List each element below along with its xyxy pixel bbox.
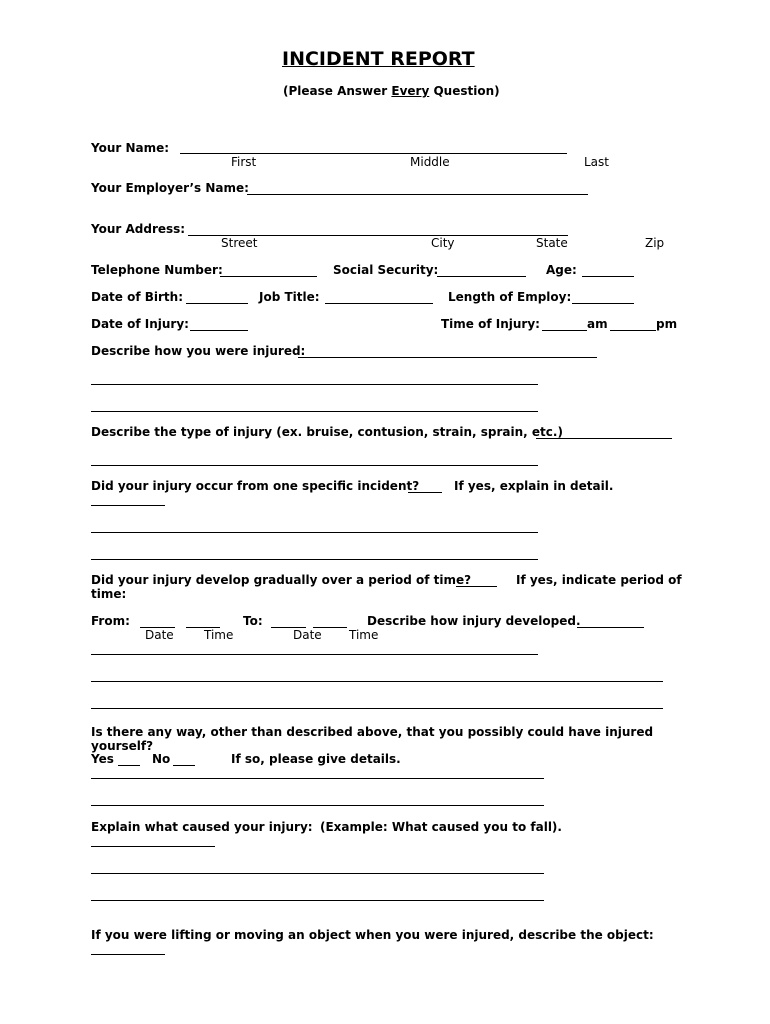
address-zip-caption: Zip [645, 236, 665, 250]
time-injury-label: Time of Injury: [441, 317, 540, 331]
describe-how-field[interactable] [298, 357, 597, 358]
specific-detail-line-1[interactable] [91, 532, 538, 533]
gradual-answer-field[interactable] [456, 586, 497, 587]
name-label: Your Name: [91, 141, 170, 155]
subtitle-before: (Please Answer [283, 84, 392, 98]
developed-line-1[interactable] [91, 654, 538, 655]
other-way-no-label: No [152, 752, 171, 766]
date-injury-label: Date of Injury: [91, 317, 189, 331]
name-first-caption: First [231, 155, 257, 169]
gradual-question-cont: time: [91, 587, 127, 601]
other-way-yes-label: Yes [91, 752, 114, 766]
other-way-details: If so, please give details. [231, 752, 401, 766]
describe-how-label: Describe how you were injured: [91, 344, 306, 358]
date-injury-field[interactable] [190, 330, 248, 331]
describe-type-field[interactable] [536, 438, 672, 439]
explain-cause-example: (Example: What caused you to fall). [320, 820, 562, 834]
explain-cause-field[interactable] [91, 846, 215, 847]
describe-how-line-2[interactable] [91, 411, 538, 412]
address-label: Your Address: [91, 222, 186, 236]
specific-detail-line-2[interactable] [91, 559, 538, 560]
from-time-caption: Time [204, 628, 234, 642]
explain-cause-line-1[interactable] [91, 873, 544, 874]
lifting-field[interactable] [91, 954, 165, 955]
length-employ-label: Length of Employ: [448, 290, 572, 304]
lifting-label: If you were lifting or moving an object when you were injured, describe the object: [91, 928, 654, 942]
other-way-no-field[interactable] [173, 765, 195, 766]
gradual-question: Did your injury develop gradually over a period of time? [91, 573, 472, 587]
specific-answer-field[interactable] [408, 492, 442, 493]
describe-how-line-1[interactable] [91, 384, 538, 385]
other-way-question-cont: yourself? [91, 739, 154, 753]
name-last-caption: Last [584, 155, 609, 169]
age-label: Age: [546, 263, 577, 277]
specific-question: Did your injury occur from one specific incident? [91, 479, 420, 493]
ssn-field[interactable] [437, 276, 526, 277]
name-field[interactable] [180, 153, 567, 154]
to-date-caption: Date [293, 628, 322, 642]
length-employ-field[interactable] [572, 303, 634, 304]
to-time-caption: Time [349, 628, 379, 642]
dob-field[interactable] [186, 303, 248, 304]
other-way-yes-field[interactable] [118, 765, 140, 766]
time-injury-pm-field[interactable] [610, 330, 656, 331]
telephone-label: Telephone Number: [91, 263, 223, 277]
page-title: INCIDENT REPORT [282, 48, 475, 70]
describe-developed-label: Describe how injury developed. [367, 614, 581, 628]
developed-line-3[interactable] [91, 708, 663, 709]
time-injury-am: am [587, 317, 608, 331]
time-injury-am-field[interactable] [542, 330, 587, 331]
address-state-caption: State [536, 236, 568, 250]
other-way-line-1[interactable] [91, 778, 544, 779]
subtitle-after: Question) [429, 84, 500, 98]
to-label: To: [243, 614, 263, 628]
specific-detail-field[interactable] [91, 505, 165, 506]
describe-developed-field[interactable] [577, 627, 644, 628]
describe-type-line-1[interactable] [91, 465, 538, 466]
subtitle-emphasis: Every [391, 84, 430, 98]
job-title-label: Job Title: [259, 290, 320, 304]
from-date-caption: Date [145, 628, 174, 642]
subtitle [283, 84, 500, 98]
time-injury-pm: pm [656, 317, 678, 331]
dob-label: Date of Birth: [91, 290, 184, 304]
address-city-caption: City [431, 236, 455, 250]
job-title-field[interactable] [325, 303, 433, 304]
telephone-field[interactable] [220, 276, 317, 277]
specific-followup: If yes, explain in detail. [454, 479, 614, 493]
describe-type-label: Describe the type of injury (ex. bruise, contusion, strain, sprain, etc.) [91, 425, 563, 439]
ssn-label: Social Security: [333, 263, 439, 277]
explain-cause-label: Explain what caused your injury: [91, 820, 313, 834]
other-way-question: Is there any way, other than described above, that you possibly could have injured [91, 725, 654, 739]
name-middle-caption: Middle [410, 155, 450, 169]
developed-line-2[interactable] [91, 681, 663, 682]
address-street-caption: Street [221, 236, 258, 250]
explain-cause-line-2[interactable] [91, 900, 544, 901]
gradual-followup: If yes, indicate period of [516, 573, 682, 587]
other-way-line-2[interactable] [91, 805, 544, 806]
employer-field[interactable] [247, 194, 588, 195]
age-field[interactable] [582, 276, 634, 277]
from-label: From: [91, 614, 130, 628]
employer-label: Your Employer’s Name: [91, 181, 249, 195]
